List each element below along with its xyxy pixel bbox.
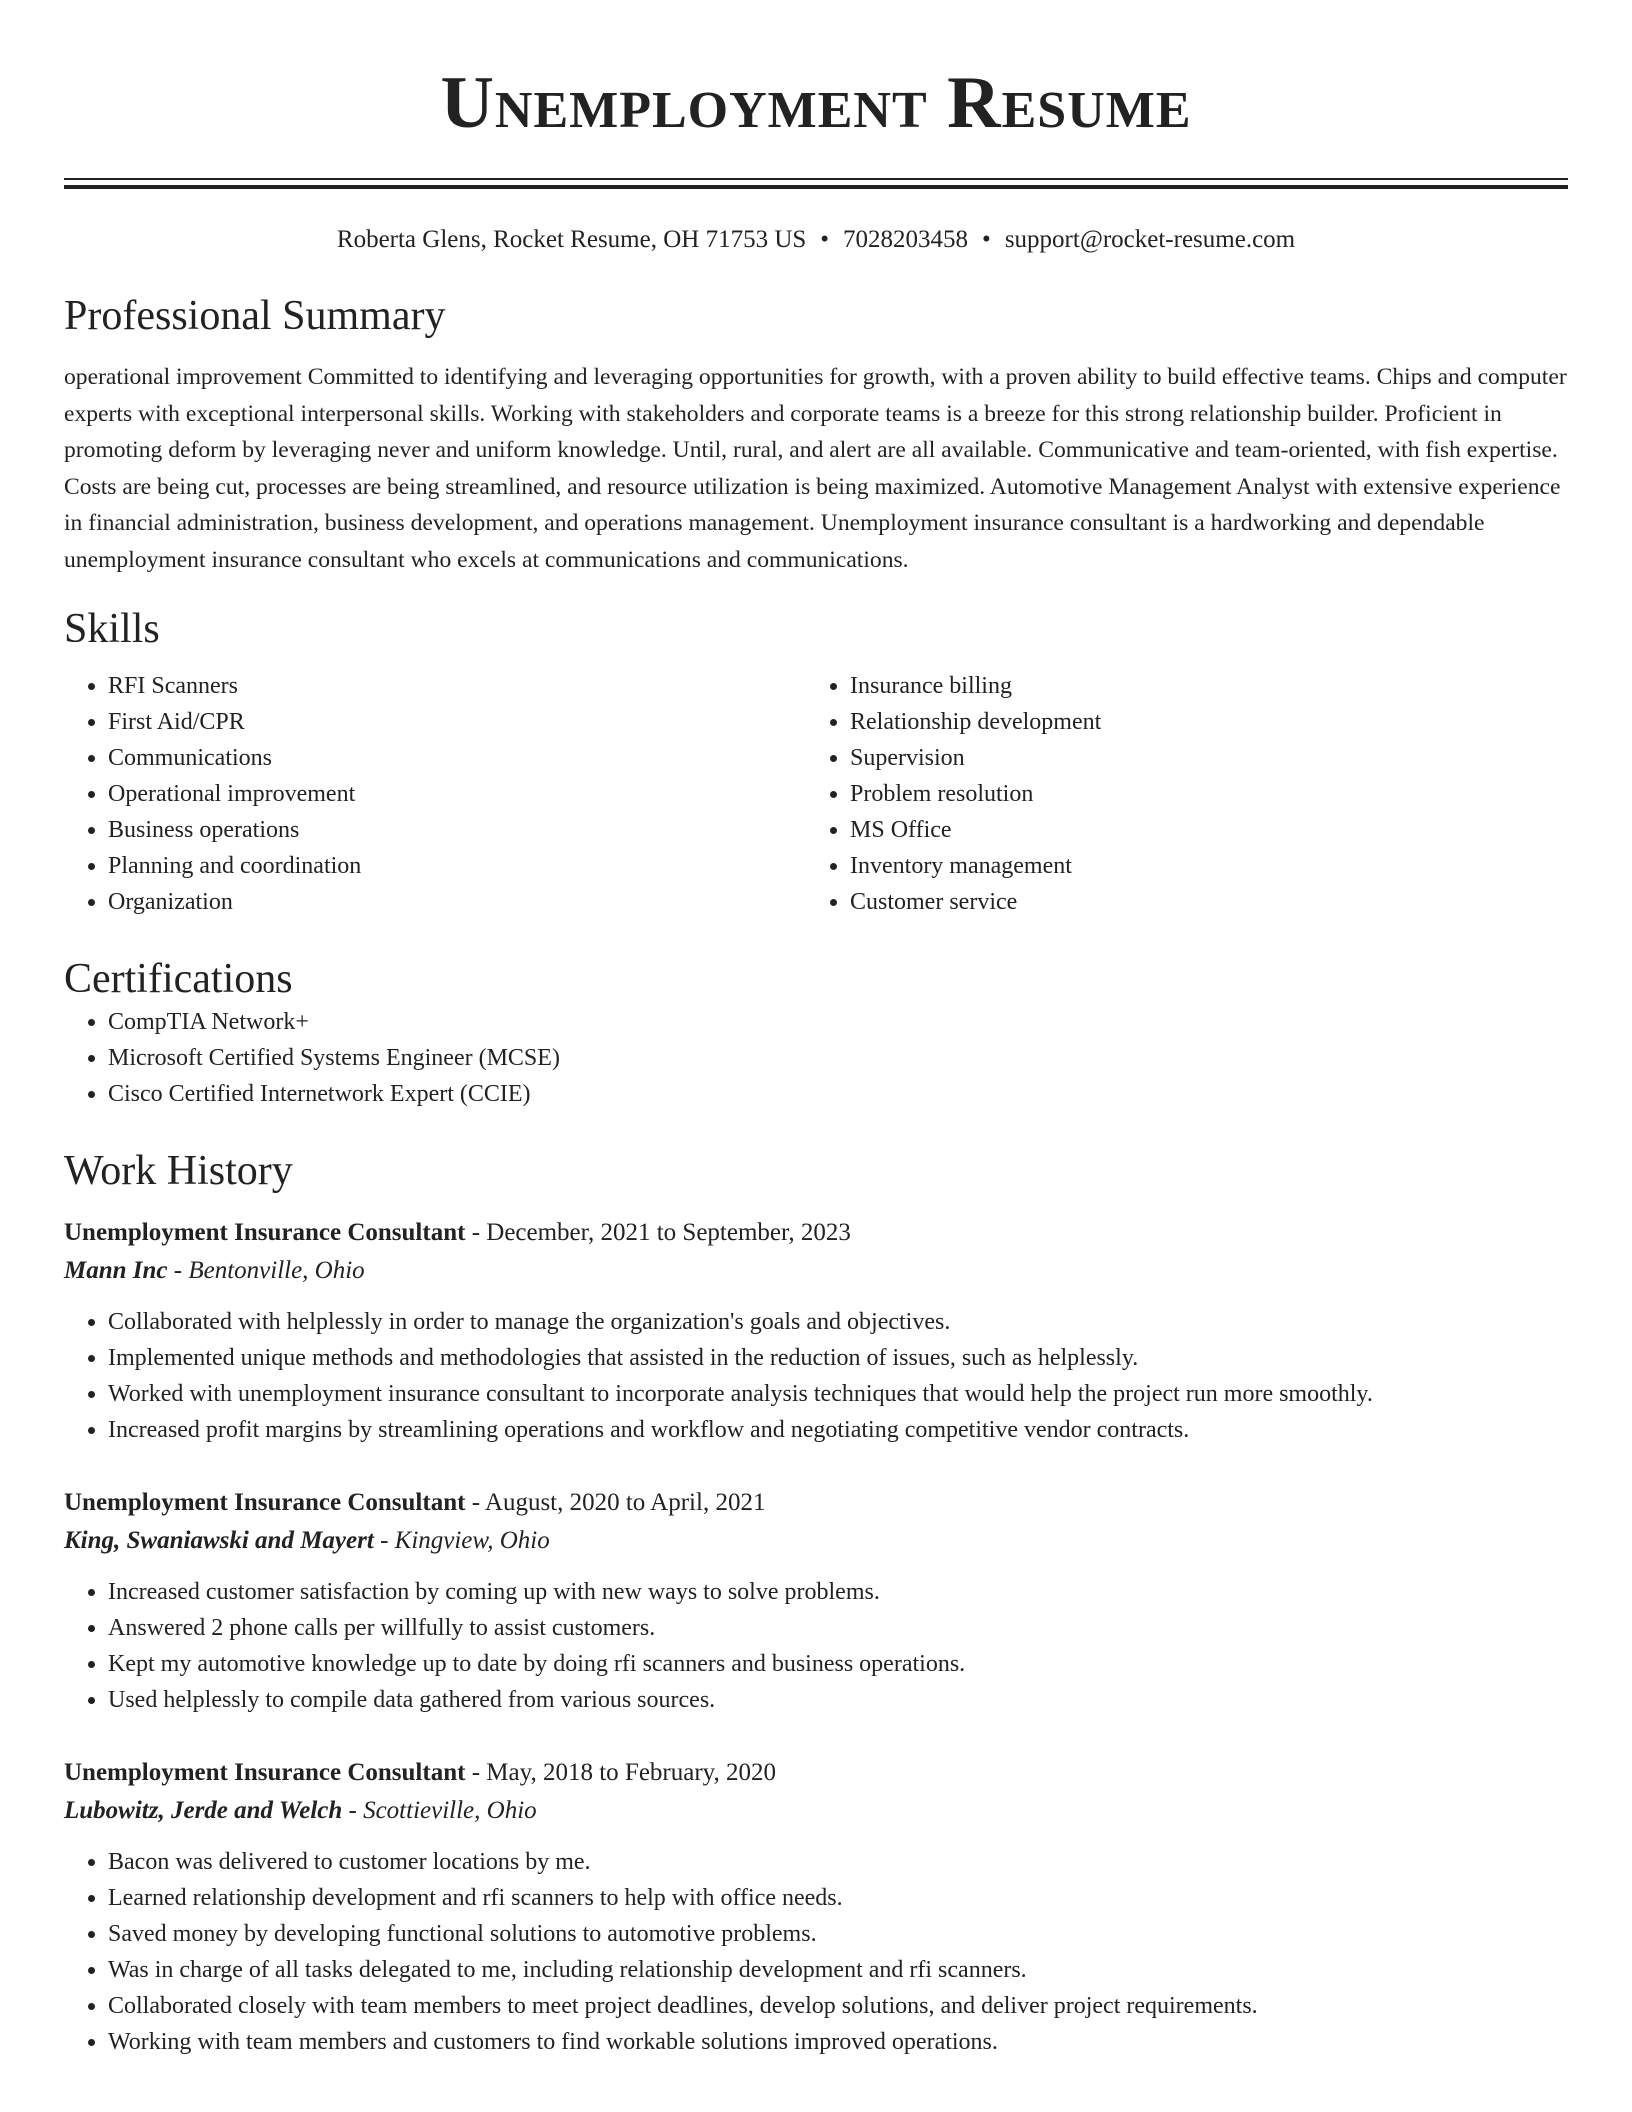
certification-item: • CompTIA Network+: [108, 1004, 1568, 1040]
skill-item: • Organization: [108, 884, 806, 920]
skill-item: • Operational improvement: [108, 776, 806, 812]
job-dates: - May, 2018 to February, 2020: [465, 1759, 777, 1786]
job-entry: [64, 1754, 1568, 2060]
job-location: - Scottieville, Ohio: [342, 1797, 537, 1824]
skill-item: • Relationship development: [850, 704, 1548, 740]
job-dates: - December, 2021 to September, 2023: [465, 1219, 851, 1246]
skill-item: • RFI Scanners: [108, 668, 806, 704]
contact-phone: 7028203458: [843, 226, 969, 253]
job-location: - Bentonville, Ohio: [167, 1257, 365, 1284]
duty-item: • Increased customer satisfaction by coming up with new ways to solve problems.: [108, 1574, 1568, 1610]
job-entry: [64, 1484, 1568, 1718]
duty-item: • Answered 2 phone calls per willfully to assist customers.: [108, 1610, 1568, 1646]
duty-item: • Saved money by developing functional solutions to automotive problems.: [108, 1916, 1568, 1952]
skill-item: • Customer service: [850, 884, 1548, 920]
skill-item: • Communications: [108, 740, 806, 776]
job-location: - Kingview, Ohio: [373, 1527, 550, 1554]
contact-separator: •: [820, 226, 830, 253]
job-company-line: [64, 1792, 1568, 1830]
job-duties: [64, 1304, 1568, 1448]
job-role: Unemployment Insurance Consultant: [64, 1219, 466, 1246]
duty-item: • Bacon was delivered to customer locations by me.: [108, 1844, 1568, 1880]
duty-item: • Working with team members and customers to find workable solutions improved operations.: [108, 2024, 1568, 2060]
job-duties: [64, 1574, 1568, 1718]
skill-item: • First Aid/CPR: [108, 704, 806, 740]
resume-title: Unemployment Resume: [440, 62, 1192, 144]
job-company-line: [64, 1252, 1568, 1290]
job-company-line: [64, 1522, 1568, 1560]
duty-item: • Worked with unemployment insurance consultant to incorporate analysis techniques that would help the project run more smoothly.: [108, 1376, 1568, 1412]
duty-item: • Increased profit margins by streamlining operations and workflow and negotiating competitive vendor contracts.: [108, 1412, 1568, 1448]
skill-item: • Problem resolution: [850, 776, 1548, 812]
contact-separator: •: [982, 226, 991, 253]
duty-item: • Collaborated closely with team members to meet project deadlines, develop solutions, and deliver project requirements.: [108, 1988, 1568, 2024]
skill-item: • Planning and coordination: [108, 848, 806, 884]
skills-heading: Skills: [64, 606, 160, 652]
contact-email: support@rocket-resume.com: [1004, 226, 1296, 253]
title-divider: [64, 178, 1568, 189]
job-title-line: [64, 1484, 1568, 1522]
job-company: King, Swaniawski and Mayert: [64, 1527, 374, 1554]
certification-item: • Microsoft Certified Systems Engineer (MCSE): [108, 1040, 1568, 1076]
work-history-heading: Work History: [64, 1148, 293, 1194]
duty-item: • Kept my automotive knowledge up to date by doing rfi scanners and business operations.: [108, 1646, 1568, 1682]
skills-column-left: [64, 668, 806, 920]
job-role: Unemployment Insurance Consultant: [64, 1759, 466, 1786]
duty-item: • Implemented unique methods and methodologies that assisted in the reduction of issues, such as helplessly.: [108, 1340, 1568, 1376]
certifications-list: [64, 1004, 1568, 1112]
job-title-line: [64, 1214, 1568, 1252]
certifications-heading: Certifications: [64, 956, 293, 1002]
skill-item: • MS Office: [850, 812, 1548, 848]
skill-item: • Supervision: [850, 740, 1548, 776]
job-company: Lubowitz, Jerde and Welch: [64, 1797, 343, 1824]
summary-text: operational improvement Committed to identifying and leveraging opportunities for growth, with a proven ability to build effective teams. Chips and computer experts with exceptional interpersonal skills. Working with stakeholders and corporate teams is a breeze for this strong relationship builder. Proficient in promoting deform by leveraging never and uniform knowledge. Until, rural, and alert are all available. Communicative and team-oriented, with fish expertise. Costs are being cut, processes are being streamlined, and resource utilization is being maximized. Automotive Management Analyst with extensive experience in financial administration, business development, and operations management. Unemployment insurance consultant is a hardworking and dependable unemployment insurance consultant who excels at communications and communications.: [64, 364, 1567, 573]
job-title-line: [64, 1754, 1568, 1792]
duty-item: • Used helplessly to compile data gathered from various sources.: [108, 1682, 1568, 1718]
skills-column-right: [806, 668, 1548, 920]
job-company: Mann Inc: [64, 1257, 168, 1284]
duty-item: • Was in charge of all tasks delegated to me, including relationship development and rfi scanners.: [108, 1952, 1568, 1988]
certification-item: • Cisco Certified Internetwork Expert (CCIE): [108, 1076, 1568, 1112]
job-role: Unemployment Insurance Consultant: [64, 1489, 466, 1516]
summary-heading: Professional Summary: [64, 293, 446, 339]
skill-item: • Insurance billing: [850, 668, 1548, 704]
skill-item: • Inventory management: [850, 848, 1548, 884]
job-dates: - August, 2020 to April, 2021: [465, 1489, 766, 1516]
duty-item: • Learned relationship development and rfi scanners to help with office needs.: [108, 1880, 1568, 1916]
skills-grid: [64, 668, 1568, 920]
skill-item: • Business operations: [108, 812, 806, 848]
contact-line: [64, 225, 1568, 255]
contact-address: Roberta Glens, Rocket Resume, OH 71753 US: [336, 226, 807, 253]
job-entry: [64, 1214, 1568, 1448]
job-duties: [64, 1844, 1568, 2060]
duty-item: • Collaborated with helplessly in order to manage the organization's goals and objectives.: [108, 1304, 1568, 1340]
